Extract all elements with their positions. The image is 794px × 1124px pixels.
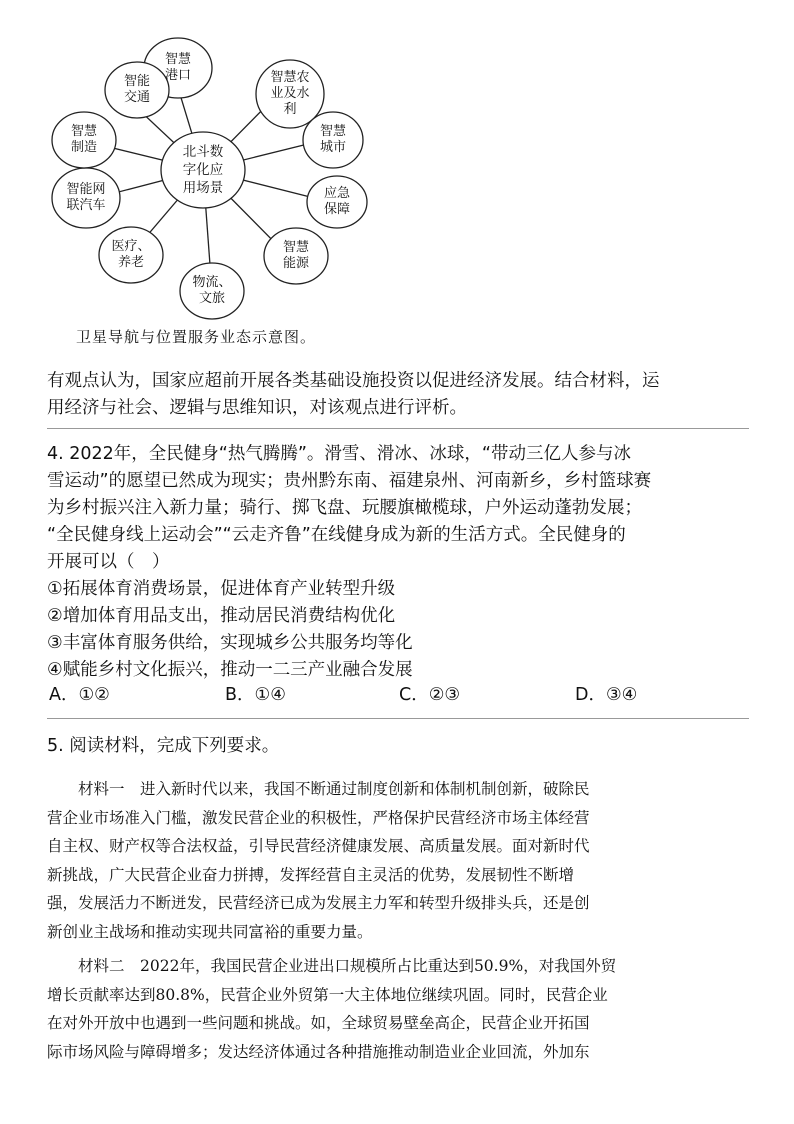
statement-2: ②增加体育用品支出，推动居民消费结构优化 — [47, 606, 396, 626]
divider — [47, 718, 749, 719]
node-smart-city: 智慧 城市 — [319, 124, 346, 155]
q5-material-2: 材料二 2022年，我国民营企业进出口规模所占比重达到50.9%，对我国外贸 增长贡献率达到80.8%，民营企业外贸第一大主体地位继续巩固。同时，民营企业 在对外开放中也遇到一些问题和挑战。如，全球贸易壁垒高企，民营企业开拓国 际市场风险与障碍增多；发达经济体通过各种措施推动制造业企业回流，外加东 — [47, 957, 617, 1061]
option-d[interactable]: D．③④ — [575, 685, 638, 705]
option-c[interactable]: C．②③ — [399, 685, 461, 705]
node-connected-vehicles: 智能网 联汽车 — [66, 182, 106, 213]
statement-1: ①拓展体育消费场景，促进体育产业转型升级 — [47, 579, 396, 599]
node-smart-energy: 智慧 能源 — [282, 240, 309, 271]
node-smart-transport: 智能 交通 — [123, 74, 150, 105]
node-smart-manufacturing: 智慧 制造 — [70, 124, 97, 155]
node-smart-agriculture: 智慧农 业及水 利 — [270, 70, 310, 117]
q5-material-1: 材料一 进入新时代以来，我国不断通过制度创新和体制机制创新，破除民 营企业市场准入门槛，激发民营企业的积极性，严格保护民营经济市场主体经营 自主权、财产权等合法权益，引导民营经济健康发展、高质量发展。面对新时代 新挑战，广大民营企业奋力拼搏，发挥经营自主灵活的优势，发展韧性不断增 强，发展活力不断迸发，民营经济已成为发展主力军和转型升级排头兵，还是创 新创业主战场和推动实现共同富裕的重要力量。 — [47, 780, 590, 941]
q4-options — [47, 681, 752, 708]
diagram-center-node: 北斗数 字化应 用场景 — [182, 144, 224, 196]
q4-stem: 4. 2022年，全民健身“热气腾腾”。滑雪、滑冰、冰球，“带动三亿人参与冰 雪运动”的愿望已然成为现实；贵州黔东南、福建泉州、河南新乡，乡村篮球赛 为乡村振兴注入新力量；骑行、掷飞盘、玩腰旗橄榄球，户外运动蓬勃发展； “全民健身线上运动会”“云走齐鲁”在线健身成为新的生活方式。全民健身的 开展可以（ ） — [47, 444, 652, 572]
node-medical-elderly: 医疗、 养老 — [111, 239, 151, 270]
option-b[interactable]: B．①④ — [225, 685, 286, 705]
q3-prompt: 有观点认为，国家应超前开展各类基础设施投资以促进经济发展。结合材料，运 用经济与社会、逻辑与思维知识，对该观点进行评析。 — [47, 371, 660, 418]
node-emergency: 应急 保障 — [323, 186, 350, 217]
q5-title: 5. 阅读材料，完成下列要求。 — [47, 736, 280, 756]
diagram-caption: 卫星导航与位置服务业态示意图。 — [76, 328, 317, 346]
node-smart-port: 智慧 港口 — [164, 52, 191, 83]
statement-3: ③丰富体育服务供给，实现城乡公共服务均等化 — [47, 633, 413, 653]
beidou-application-diagram — [40, 30, 380, 320]
option-a[interactable]: A．①② — [49, 685, 110, 705]
statement-4: ④赋能乡村文化振兴，推动一二三产业融合发展 — [47, 660, 413, 680]
node-logistics-tourism: 物流、 文旅 — [192, 275, 232, 306]
q4-statements — [47, 576, 752, 684]
divider — [47, 428, 749, 429]
